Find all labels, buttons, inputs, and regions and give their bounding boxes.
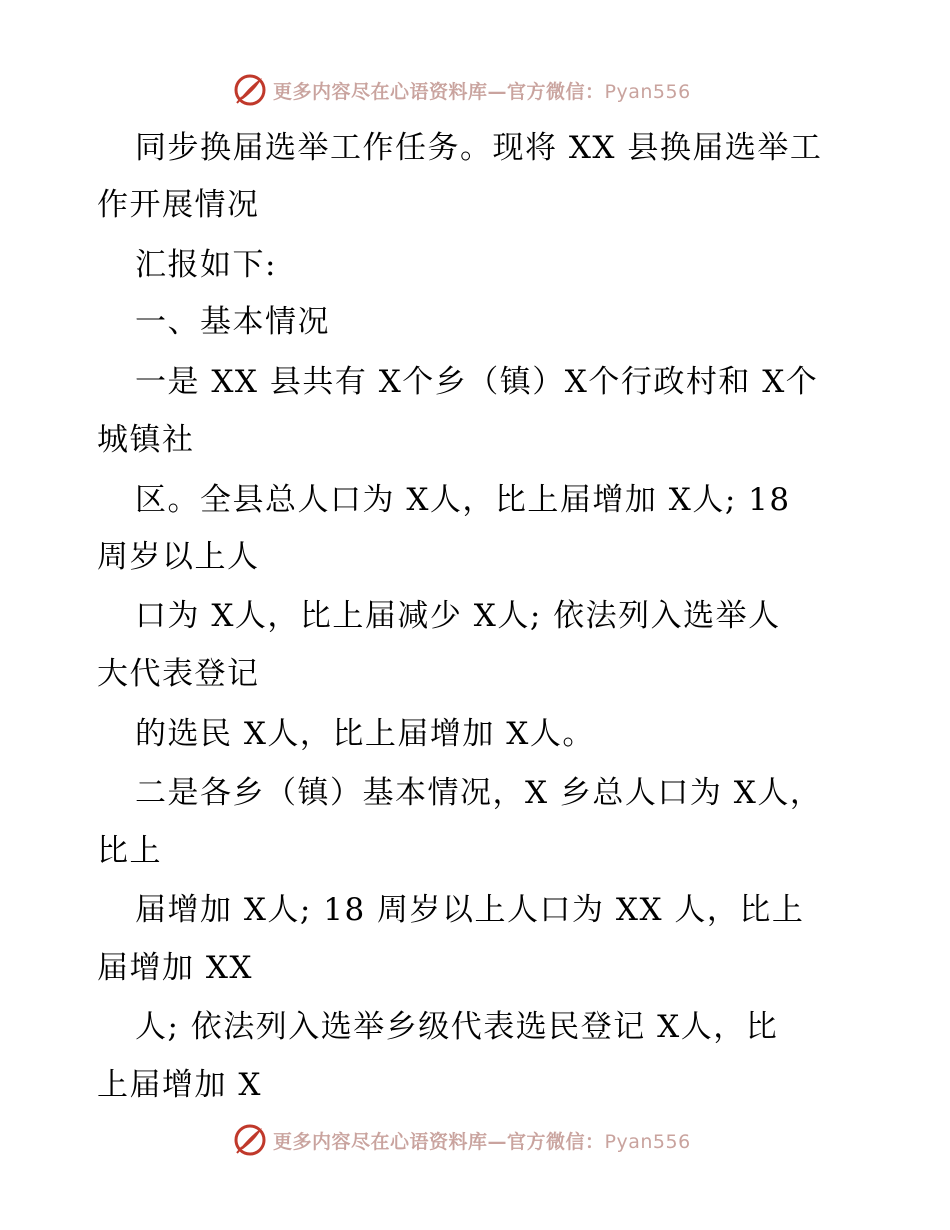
body-line-17: 上届增加 X (97, 1067, 262, 1103)
header-watermark-text: 更多内容尽在心语资料库 (273, 80, 488, 103)
quill-logo-icon (233, 73, 267, 107)
body-line-13: 比上 (97, 833, 162, 869)
body-line-11: 的选民 X人，比上届增加 X人。 (135, 716, 595, 752)
body-line-16: 人; 依法列入选举乡级代表选民登记 X人，比 (135, 1009, 779, 1045)
body-line-1: 同步换届选举工作任务。现将 XX 县换届选举工 (135, 130, 823, 166)
body-line-2: 作开展情况 (97, 187, 260, 223)
body-line-10: 大代表登记 (97, 656, 260, 692)
body-line-4: 一、基本情况 (135, 304, 330, 340)
footer-watermark (233, 1120, 691, 1160)
body-line-3: 汇报如下: (135, 247, 277, 283)
header-watermark (233, 70, 691, 110)
footer-wechat-id: Pyan556 (604, 1130, 691, 1153)
body-line-14: 届增加 X人; 18 周岁以上人口为 XX 人，比上 (135, 892, 805, 928)
header-wechat-label: 官方微信： (507, 80, 605, 103)
footer-wechat-label: 官方微信： (507, 1130, 605, 1153)
footer-watermark-dash: — (487, 1130, 508, 1153)
header-wechat-id: Pyan556 (604, 80, 691, 103)
header-watermark-dash: — (487, 80, 508, 103)
body-line-6: 城镇社 (97, 422, 195, 458)
body-line-5: 一是 XX 县共有 X个乡（镇）X个行政村和 X个 (135, 364, 819, 400)
body-line-15: 届增加 XX (97, 950, 253, 986)
body-line-8: 周岁以上人 (97, 539, 260, 575)
body-line-12: 二是各乡（镇）基本情况，X 乡总人口为 X人， (135, 775, 823, 811)
quill-logo-icon (233, 1123, 267, 1157)
footer-watermark-text: 更多内容尽在心语资料库 (273, 1130, 488, 1153)
body-line-9: 口为 X人，比上届减少 X人; 依法列入选举人 (135, 598, 781, 634)
body-line-7: 区。全县总人口为 X人，比上届增加 X人; 18 (135, 482, 791, 518)
